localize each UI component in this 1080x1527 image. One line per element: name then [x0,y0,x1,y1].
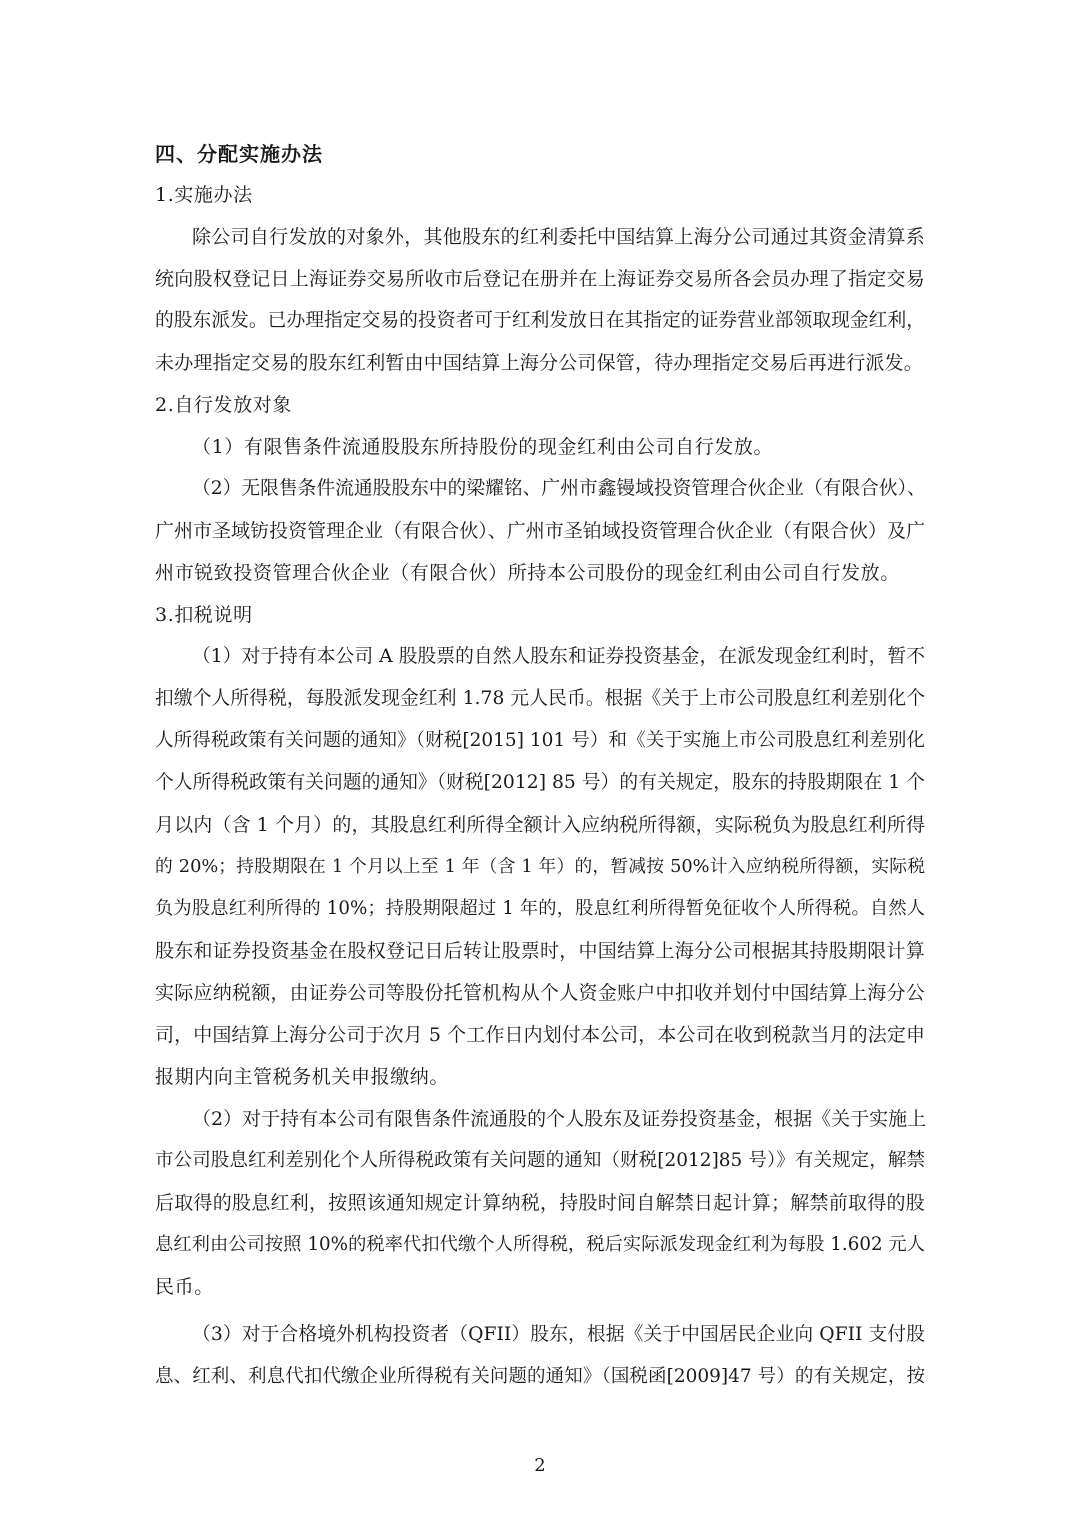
paragraph-line: 的 20%；持股期限在 1 个月以上至 1 年（含 1 年）的，暂减按 50%计入应纳税所得额，实际税 [155,857,925,877]
paragraph-line: 的股东派发。已办理指定交易的投资者可于红利发放日在其指定的证券营业部领取现金红利， [155,310,925,331]
paragraph-line: （2）对于持有本公司有限售条件流通股的个人股东及证券投资基金，根据《关于实施上 [192,1108,927,1130]
paragraph-line: 负为股息红利所得的 10%；持股期限超过 1 年的，股息红利所得暂免征收个人所得税。自然人 [155,898,925,919]
paragraph-line: 统向股权登记日上海证券交易所收市后登记在册并在上海证券交易所各会员办理了指定交易 [155,268,925,290]
paragraph-line: （3）对于合格境外机构投资者（QFII）股东，根据《关于中国居民企业向 QFII 支付股 [192,1324,925,1345]
section-heading: 四、分配实施办法 [155,142,323,166]
paragraph-line: （1）有限售条件流通股股东所持股份的现金红利由公司自行发放。 [192,436,774,458]
paragraph-line: 息红利由公司按照 10%的税率代扣代缴个人所得税，税后实际派发现金红利为每股 1.602 元人 [155,1234,925,1255]
paragraph-line: 股东和证券投资基金在股权登记日后转让股票时，中国结算上海分公司根据其持股期限计算 [155,940,925,962]
paragraph-line: 实际应纳税额，由证券公司等股份托管机构从个人资金账户中扣收并划付中国结算上海分公 [155,982,925,1004]
paragraph-line: 民币。 [155,1276,214,1298]
paragraph-line: 除公司自行发放的对象外，其他股东的红利委托中国结算上海分公司通过其资金清算系 [192,226,925,248]
paragraph-line: 未办理指定交易的股东红利暂由中国结算上海分公司保管，待办理指定交易后再进行派发。 [155,352,924,374]
paragraph-line: 州市锐致投资管理合伙企业（有限合伙）所持本公司股份的现金红利由公司自行发放。 [155,562,900,584]
subsection-heading: 3.扣税说明 [155,604,253,626]
paragraph-line: 司，中国结算上海分公司于次月 5 个工作日内划付本公司，本公司在收到税款当月的法定申 [155,1024,925,1046]
paragraph-line: （1）对于持有本公司 A 股股票的自然人股东和证券投资基金，在派发现金红利时，暂不 [192,646,925,667]
paragraph-line: 息、红利、利息代扣代缴企业所得税有关问题的通知》（国税函[2009]47 号）的有关规定，按 [155,1366,925,1387]
paragraph-line: 个人所得税政策有关问题的通知》（财税[2012] 85 号）的有关规定，股东的持股期限在 1 个 [155,772,925,793]
page-number: 2 [534,1455,546,1476]
paragraph-line: 后取得的股息红利，按照该通知规定计算纳税，持股时间自解禁日起计算；解禁前取得的股 [155,1192,925,1214]
paragraph-line: 扣缴个人所得税，每股派发现金红利 1.78 元人民币。根据《关于上市公司股息红利差别化个 [155,688,925,709]
subsection-heading: 2.自行发放对象 [155,394,292,416]
paragraph-line: 广州市圣域钫投资管理企业（有限合伙）、广州市圣铂域投资管理合伙企业（有限合伙）及广 [155,520,925,542]
paragraph-line: 市公司股息红利差别化个人所得税政策有关问题的通知（财税[2012]85 号）》有关规定，解禁 [155,1150,925,1171]
paragraph-line: 人所得税政策有关问题的通知》（财税[2015] 101 号）和《关于实施上市公司股息红利差别化 [155,730,925,751]
paragraph-line: 报期内向主管税务机关申报缴纳。 [155,1066,450,1088]
paragraph-line: 月以内（含 1 个月）的，其股息红利所得全额计入应纳税所得额，实际税负为股息红利所得 [155,814,925,836]
paragraph-line: （2）无限售条件流通股股东中的梁耀铭、广州市鑫镘域投资管理合伙企业（有限合伙）、 [192,478,926,499]
subsection-heading: 1.实施办法 [155,184,253,206]
